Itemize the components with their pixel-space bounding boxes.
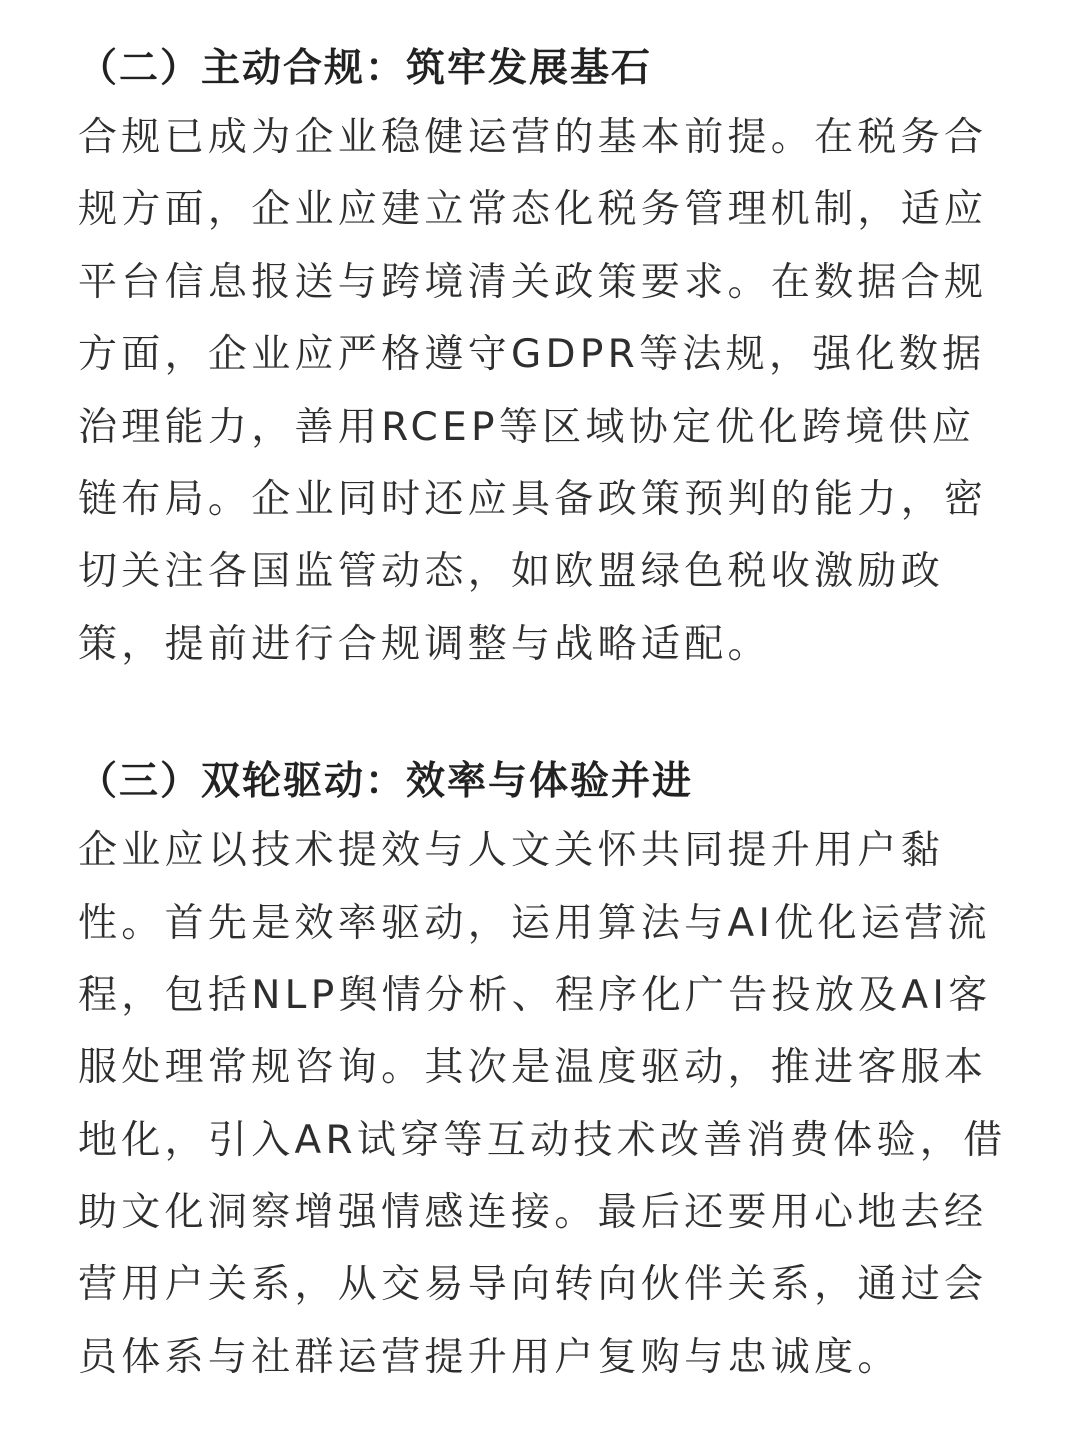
- body-line: 切关注各国监管动态，如欧盟绿色税收激励政: [78, 549, 945, 595]
- section-dual-drive: [78, 749, 1007, 1394]
- section-title: （三）双轮驱动：效率与体验并进: [78, 759, 694, 805]
- body-line: 链布局。企业同时还应具备政策预判的能力，密: [78, 476, 988, 522]
- body-line: 服处理常规咨询。其次是温度驱动，推进客服本: [78, 1045, 988, 1091]
- section-title: （二）主动合规：筑牢发展基石: [78, 46, 653, 91]
- body-line: 平台信息报送与跨境清关政策要求。在数据合规: [78, 259, 988, 305]
- section-body: [78, 102, 1002, 681]
- body-line: 性。首先是效率驱动，运用算法与AI优化运营流: [78, 900, 991, 946]
- body-line: 员体系与社群运营提升用户复购与忠诚度。: [78, 1334, 901, 1380]
- body-line: 程，包括NLP舆情分析、程序化广告投放及AI客: [78, 972, 992, 1018]
- body-line: 规方面，企业应建立常态化税务管理机制，适应: [78, 187, 988, 233]
- body-line: 助文化洞察增强情感连接。最后还要用心地去经: [78, 1190, 988, 1236]
- section-body: [78, 815, 1007, 1394]
- body-line: 治理能力，善用RCEP等区域协定优化跨境供应: [78, 404, 976, 450]
- body-line: 营用户关系，从交易导向转向伙伴关系，通过会: [78, 1262, 988, 1308]
- body-line: 策，提前进行合规调整与战略适配。: [78, 621, 771, 667]
- section-proactive-compliance: [78, 36, 1002, 681]
- body-line: 合规已成为企业稳健运营的基本前提。在税务合: [78, 115, 988, 160]
- body-line: 地化，引入AR试穿等互动技术改善消费体验，借: [78, 1117, 1007, 1163]
- body-line: 方面，企业应严格遵守GDPR等法规，强化数据: [78, 332, 986, 378]
- body-line: 企业应以技术提效与人文关怀共同提升用户黏: [78, 828, 945, 874]
